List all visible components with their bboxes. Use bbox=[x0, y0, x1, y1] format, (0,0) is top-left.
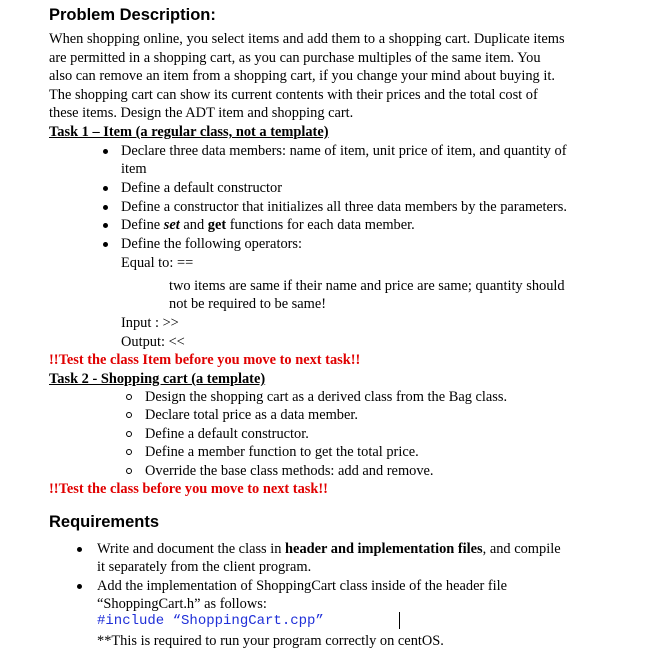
circle-bullet-icon bbox=[126, 412, 132, 418]
circle-bullet-icon bbox=[126, 431, 132, 437]
paragraph-line: are permitted in a shopping cart, as you can purchase multiples of the same item. You bbox=[49, 50, 541, 66]
circle-bullet-icon bbox=[126, 468, 132, 474]
task1-test-warning: !!Test the class Item before you move to next task!! bbox=[49, 352, 361, 368]
task2-test-warning: !!Test the class before you move to next task!! bbox=[49, 481, 328, 497]
text-cursor bbox=[399, 612, 400, 629]
paragraph-line: these items. Design the ADT item and shopping cart. bbox=[49, 105, 354, 121]
bullet-icon bbox=[77, 547, 82, 552]
text-run: Define bbox=[121, 217, 164, 233]
list-item-continued: it separately from the client program. bbox=[97, 559, 312, 575]
keyword-get: get bbox=[207, 217, 227, 233]
bullet-icon bbox=[103, 223, 108, 228]
list-item bbox=[97, 541, 561, 558]
problem-heading: Problem Description: bbox=[49, 6, 216, 24]
operator-input: Input : >> bbox=[121, 315, 179, 331]
text-run: functions for each data member. bbox=[226, 217, 415, 233]
include-code-line: #include “ShoppingCart.cpp” bbox=[97, 613, 324, 629]
list-item: Design the shopping cart as a derived class from the Bag class. bbox=[145, 389, 508, 405]
list-item: Define a member function to get the total price. bbox=[145, 444, 419, 460]
requirements-heading: Requirements bbox=[49, 513, 160, 531]
paragraph-line: also can remove an item from a shopping cart, if you change your mind about buying it. bbox=[49, 68, 555, 84]
text-run: Write and document the class in bbox=[97, 541, 286, 557]
operator-output: Output: << bbox=[121, 334, 185, 350]
bullet-icon bbox=[103, 149, 108, 154]
requirement-note: **This is required to run your program correctly on centOS. bbox=[97, 633, 444, 649]
list-item: Declare three data members: name of item, unit price of item, and quantity of bbox=[121, 143, 567, 159]
paragraph-line: The shopping cart can show its current contents with their prices and the total cost of bbox=[49, 87, 538, 103]
bullet-icon bbox=[103, 186, 108, 191]
task1-title: Task 1 – Item (a regular class, not a template) bbox=[49, 124, 329, 140]
list-item bbox=[121, 217, 415, 234]
bullet-icon bbox=[103, 205, 108, 210]
list-item: Define a default constructor bbox=[121, 180, 283, 196]
bold-phrase: header and implementation files bbox=[285, 541, 483, 557]
text-run: and bbox=[179, 217, 208, 233]
list-item: Define the following operators: bbox=[121, 236, 303, 252]
operator-note-continued: not be required to be same! bbox=[169, 296, 327, 312]
keyword-set: set bbox=[163, 217, 180, 233]
circle-bullet-icon bbox=[126, 449, 132, 455]
list-item-continued: “ShoppingCart.h” as follows: bbox=[97, 596, 267, 612]
list-item: Define a constructor that initializes all three data members by the parameters. bbox=[121, 199, 567, 215]
bullet-icon bbox=[103, 242, 108, 247]
operator-equal: Equal to: == bbox=[121, 255, 194, 271]
list-item: Define a default constructor. bbox=[145, 426, 309, 442]
paragraph-line: When shopping online, you select items and add them to a shopping cart. Duplicate items bbox=[49, 31, 565, 47]
list-item: Declare total price as a data member. bbox=[145, 407, 358, 423]
bullet-icon bbox=[77, 584, 82, 589]
operator-note: two items are same if their name and price are same; quantity should bbox=[169, 278, 565, 294]
list-item: Add the implementation of ShoppingCart class inside of the header file bbox=[97, 578, 508, 594]
text-run: , and compile bbox=[482, 541, 561, 557]
circle-bullet-icon bbox=[126, 394, 132, 400]
list-item-continued: item bbox=[121, 161, 147, 177]
list-item: Override the base class methods: add and remove. bbox=[145, 463, 434, 479]
task2-title: Task 2 - Shopping cart (a template) bbox=[49, 371, 266, 387]
